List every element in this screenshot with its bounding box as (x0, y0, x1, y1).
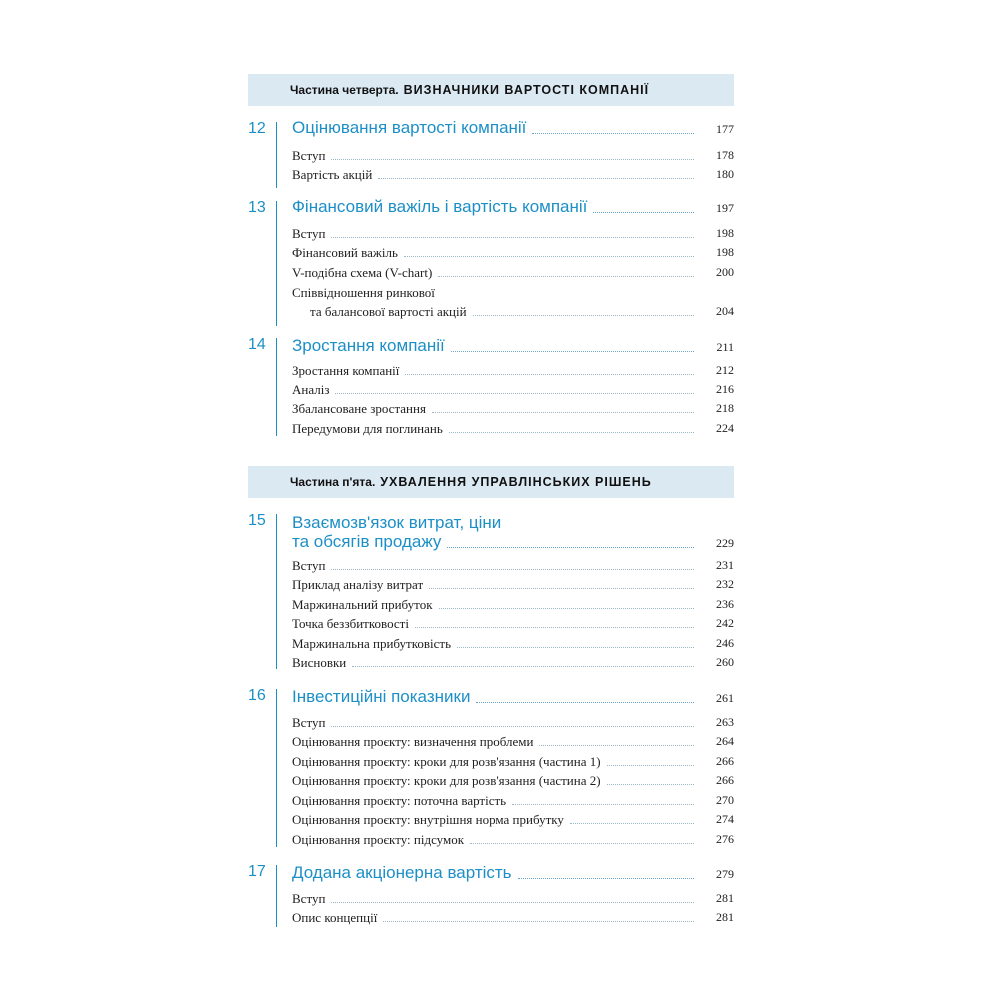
leader-dots (432, 412, 694, 413)
chapter-rule (276, 514, 277, 669)
section-title: Співвідношення ринкової (292, 285, 435, 300)
toc-entry[interactable] (292, 401, 734, 416)
page-number: 218 (716, 401, 734, 415)
toc-entry-chapter[interactable] (292, 118, 734, 137)
leader-dots (331, 902, 694, 903)
toc-entry[interactable] (292, 558, 734, 573)
toc-entry[interactable] (292, 636, 734, 651)
section-title: Зростання компанії (292, 363, 400, 378)
toc-entry[interactable] (292, 910, 734, 925)
chapter-number: 13 (248, 199, 266, 216)
toc-entry-chapter[interactable] (292, 197, 734, 216)
chapter-title: Оцінювання вартості компанії (292, 118, 527, 137)
leader-dots (438, 276, 694, 277)
section-title: Вступ (292, 226, 326, 241)
section-title: Точка беззбитковості (292, 616, 409, 631)
part-four-header (248, 74, 734, 106)
section-title: Вступ (292, 715, 326, 730)
section-title: Маржинальний прибуток (292, 597, 433, 612)
leader-dots (451, 351, 694, 352)
toc-entry[interactable] (292, 597, 734, 612)
leader-dots (470, 843, 694, 844)
section-title: Вступ (292, 891, 326, 906)
page-number: 270 (716, 793, 734, 807)
leader-dots (449, 432, 694, 433)
part-title: ВИЗНАЧНИКИ ВАРТОСТІ КОМПАНІЇ (403, 83, 650, 97)
leader-dots (439, 608, 694, 609)
page-number: 212 (716, 363, 734, 377)
leader-dots (383, 921, 694, 922)
toc-entry[interactable] (292, 245, 734, 260)
toc-entry[interactable] (292, 715, 734, 730)
toc-entry[interactable] (292, 793, 734, 808)
leader-dots (518, 878, 694, 879)
chapter-number: 15 (248, 512, 266, 529)
section-title: Оцінювання проєкту: внутрішня норма прибутку (292, 812, 564, 827)
page-number: 204 (716, 304, 734, 318)
toc-entry[interactable] (292, 773, 734, 788)
page-number: 242 (716, 616, 734, 630)
page-number: 266 (716, 754, 734, 768)
chapter-rule (276, 122, 277, 188)
section-title: Збалансоване зростання (292, 401, 426, 416)
page-number: 281 (716, 891, 734, 905)
page-number: 229 (716, 536, 734, 550)
chapter-title-line-1: Взаємозв'язок витрат, ціни (292, 513, 502, 532)
leader-dots (331, 569, 694, 570)
page-number: 200 (716, 265, 734, 279)
section-title: Вартість акцій (292, 167, 373, 182)
toc-entry-chapter[interactable] (292, 687, 734, 706)
chapter-rule (276, 201, 277, 326)
section-title: Оцінювання проєкту: підсумок (292, 832, 465, 847)
section-title: Приклад аналізу витрат (292, 577, 424, 592)
chapter-rule (276, 338, 277, 436)
page-number: 232 (716, 577, 734, 591)
page-number: 178 (716, 148, 734, 162)
chapter-title-line-2: та обсягів продажу (292, 532, 442, 551)
chapter-number: 17 (248, 863, 266, 880)
chapter-number: 12 (248, 120, 266, 137)
toc-entry-chapter[interactable] (292, 532, 734, 551)
section-title: Маржинальна прибутковість (292, 636, 452, 651)
page-number: 198 (716, 226, 734, 240)
toc-entry-chapter[interactable] (292, 863, 734, 882)
leader-dots (512, 804, 694, 805)
toc-entry[interactable] (292, 421, 734, 436)
page-number: 198 (716, 245, 734, 259)
toc-entry[interactable] (292, 167, 734, 182)
toc-entry[interactable] (292, 265, 734, 280)
part-label: Частина п'ята. (290, 475, 376, 489)
page-number: 274 (716, 812, 734, 826)
chapter-rule (276, 865, 277, 927)
page-number: 260 (716, 655, 734, 669)
section-title: Висновки (292, 655, 347, 670)
leader-dots (335, 393, 694, 394)
toc-entry[interactable] (292, 655, 734, 670)
page-number: 197 (716, 201, 734, 215)
leader-dots (476, 702, 694, 703)
page-number: 231 (716, 558, 734, 572)
section-title: Оцінювання проєкту: поточна вартість (292, 793, 507, 808)
chapter-title: Додана акціонерна вартість (292, 863, 512, 882)
toc-entry-line[interactable] (292, 285, 734, 300)
toc-entry[interactable] (292, 577, 734, 592)
page-number: 266 (716, 773, 734, 787)
leader-dots (331, 237, 694, 238)
toc-entry[interactable] (292, 148, 734, 163)
section-title: Передумови для поглинань (292, 421, 443, 436)
leader-dots (331, 726, 694, 727)
page-number: 263 (716, 715, 734, 729)
leader-dots (415, 627, 694, 628)
leader-dots (532, 133, 694, 134)
section-title: та балансової вартості акцій (310, 304, 467, 319)
section-title: V-подібна схема (V-chart) (292, 265, 433, 280)
toc-entry[interactable] (292, 734, 734, 749)
leader-dots (447, 547, 694, 548)
part-title: УХВАЛЕННЯ УПРАВЛІНСЬКИХ РІШЕНЬ (380, 475, 652, 489)
leader-dots (607, 765, 694, 766)
chapter-number: 16 (248, 687, 266, 704)
toc-entry[interactable] (292, 382, 734, 397)
toc-entry[interactable] (292, 304, 734, 319)
leader-dots (352, 666, 694, 667)
chapter-title: Фінансовий важіль і вартість компанії (292, 197, 588, 216)
part-label: Частина четверта. (290, 83, 399, 97)
section-title: Фінансовий важіль (292, 245, 398, 260)
section-title: Вступ (292, 558, 326, 573)
leader-dots (429, 588, 694, 589)
page-number: 264 (716, 734, 734, 748)
leader-dots (473, 315, 694, 316)
section-title: Опис концепції (292, 910, 378, 925)
leader-dots (593, 212, 694, 213)
toc-entry[interactable] (292, 226, 734, 241)
page-number: 224 (716, 421, 734, 435)
page-number: 216 (716, 382, 734, 396)
page-number: 276 (716, 832, 734, 846)
leader-dots (570, 823, 694, 824)
chapter-title: Інвестиційні показники (292, 687, 471, 706)
leader-dots (331, 159, 694, 160)
chapter-number: 14 (248, 336, 266, 353)
leader-dots (378, 178, 694, 179)
section-title: Оцінювання проєкту: кроки для розв'язання (частина 2) (292, 773, 601, 788)
section-title: Оцінювання проєкту: визначення проблеми (292, 734, 534, 749)
page-number: 279 (716, 867, 734, 881)
toc-entry[interactable] (292, 891, 734, 906)
toc-entry[interactable] (292, 832, 734, 847)
page-number: 236 (716, 597, 734, 611)
section-title: Аналіз (292, 382, 330, 397)
section-title: Оцінювання проєкту: кроки для розв'язання (частина 1) (292, 754, 601, 769)
chapter-title: Зростання компанії (292, 336, 445, 355)
page-number: 177 (716, 122, 734, 136)
page-number: 281 (716, 910, 734, 924)
leader-dots (539, 745, 694, 746)
toc-entry-chapter[interactable] (292, 336, 734, 355)
leader-dots (457, 647, 694, 648)
toc-entry[interactable] (292, 616, 734, 631)
section-title: Вступ (292, 148, 326, 163)
page-number: 211 (716, 340, 734, 354)
toc-entry[interactable] (292, 754, 734, 769)
toc-entry[interactable] (292, 812, 734, 827)
chapter-rule (276, 689, 277, 847)
leader-dots (607, 784, 694, 785)
leader-dots (404, 256, 694, 257)
toc-entry[interactable] (292, 363, 734, 378)
toc-entry-chapter-line[interactable] (292, 513, 734, 532)
page-number: 180 (716, 167, 734, 181)
part-five-header (248, 466, 734, 498)
page-number: 261 (716, 691, 734, 705)
leader-dots (405, 374, 694, 375)
page-number: 246 (716, 636, 734, 650)
